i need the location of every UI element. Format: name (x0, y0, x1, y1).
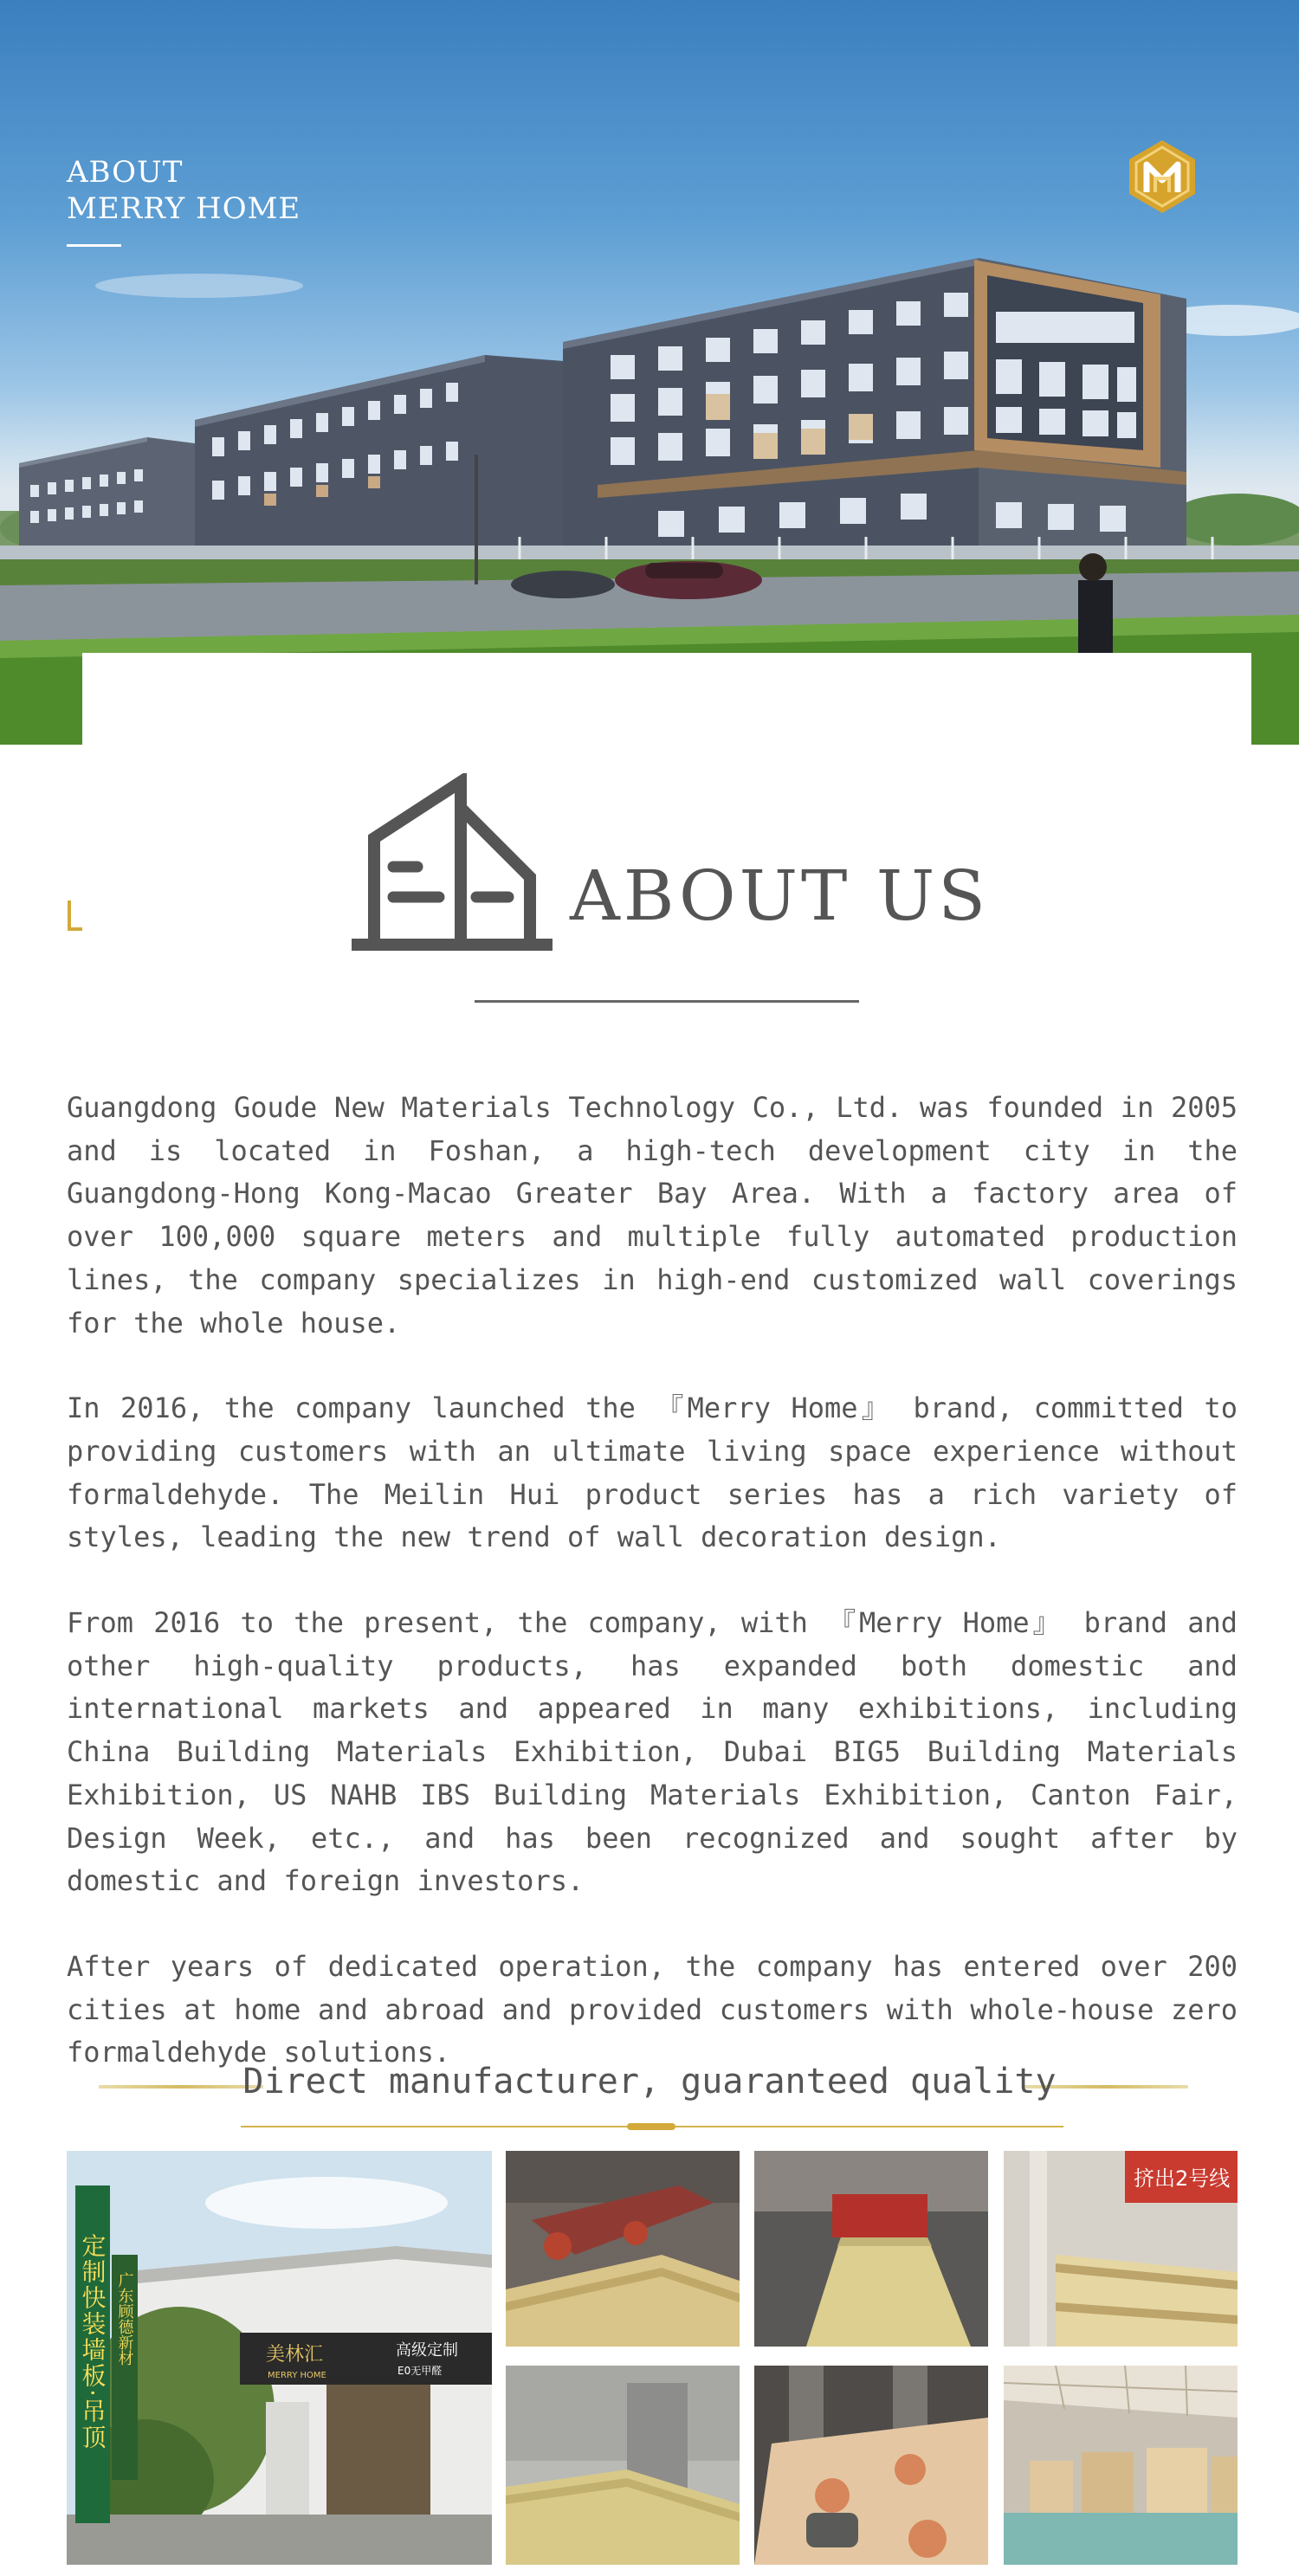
heading-divider (475, 1000, 859, 1003)
content-card-top (82, 653, 1251, 745)
panel-conveyor-image (754, 2151, 988, 2347)
paragraph-markets: From 2016 to the present, the company, with 『Merry Home』 brand and other high-quality products, has expanded both domestic and international markets and appeared in many exhibitions, including China Building Materials Exhibition, Dubai BIG5 Building Materials Exhibition, US NAHB IBS Building Materials Exhibition, Canton Fair, Design Week, etc., and has been recognized and sought after by domestic and foreign investors. (67, 1606, 1238, 1898)
quality-underline-accent (627, 2123, 675, 2130)
extrusion-line-photo-2 (754, 2151, 988, 2347)
paragraph-reach: After years of dedicated operation, the company has entered over 200 cities at home and abroad and provided customers with whole-house zero formaldehyde solutions. (67, 1949, 1238, 2069)
extrusion-line-photo-4 (506, 2366, 740, 2565)
hero-title-underline (67, 244, 121, 247)
extrusion-line-photo-5 (754, 2366, 988, 2565)
factory-sign-side: 广东顾德新材 (115, 2272, 134, 2366)
production-line-2-image (1004, 2151, 1238, 2347)
company-description (67, 1087, 1238, 2117)
factory-sign-text: 定制快装墙板·吊顶 (78, 2233, 107, 2450)
warehouse-photo (1004, 2366, 1238, 2565)
extrusion-machine-image (506, 2151, 740, 2347)
hero-title-line2: MERRY HOME (67, 191, 301, 226)
paragraph-intro: Guangdong Goude New Materials Technology Co., Ltd. was founded in 2005 and is located in Foshan, a high-tech development city in the Guangdong-Hong Kong-Macao Greater Bay Area. With a factory area of over 100,000 square meters and multiple fully automated production lines, the company specializes in high-end customized wall coverings for the whole house. (67, 1091, 1238, 1340)
brand-sign-right: 高级定制 (396, 2341, 458, 2360)
factory-entrance-image (67, 2151, 492, 2565)
brand-sign-sub: E0无甲醛 (397, 2365, 443, 2377)
extrusion-line-photo-3 (1004, 2151, 1238, 2347)
about-us-heading: ABOUT US (570, 855, 990, 936)
factory-entrance-photo (67, 2151, 492, 2565)
merry-home-logo-icon (1124, 139, 1200, 215)
panel-cutting-image (506, 2366, 740, 2565)
hero-banner (0, 0, 1299, 745)
extrusion-line-photo-1 (506, 2151, 740, 2347)
brand-sign-en: MERRY HOME (268, 2371, 326, 2380)
corner-mark-icon (67, 901, 82, 932)
building-icon (348, 773, 556, 951)
warehouse-stock-image (1004, 2366, 1238, 2565)
factory-building-illustration (0, 0, 1299, 745)
quality-title: Direct manufacturer, guaranteed quality (242, 2062, 1057, 2101)
brand-sign-cn: 美林汇 (266, 2344, 324, 2366)
paragraph-brand: In 2016, the company launched the 『Merry Home』 brand, committed to providing customers with an ultimate living space experience without formaldehyde. The Meilin Hui product series has a rich variety of styles, leading the new trend of wall decoration design. (67, 1391, 1238, 1554)
panel-lamination-image (754, 2366, 988, 2565)
hero-title-line1: ABOUT (67, 155, 184, 190)
hero-title (67, 154, 301, 227)
line-sign-text: 挤出2号线 (1134, 2166, 1231, 2191)
